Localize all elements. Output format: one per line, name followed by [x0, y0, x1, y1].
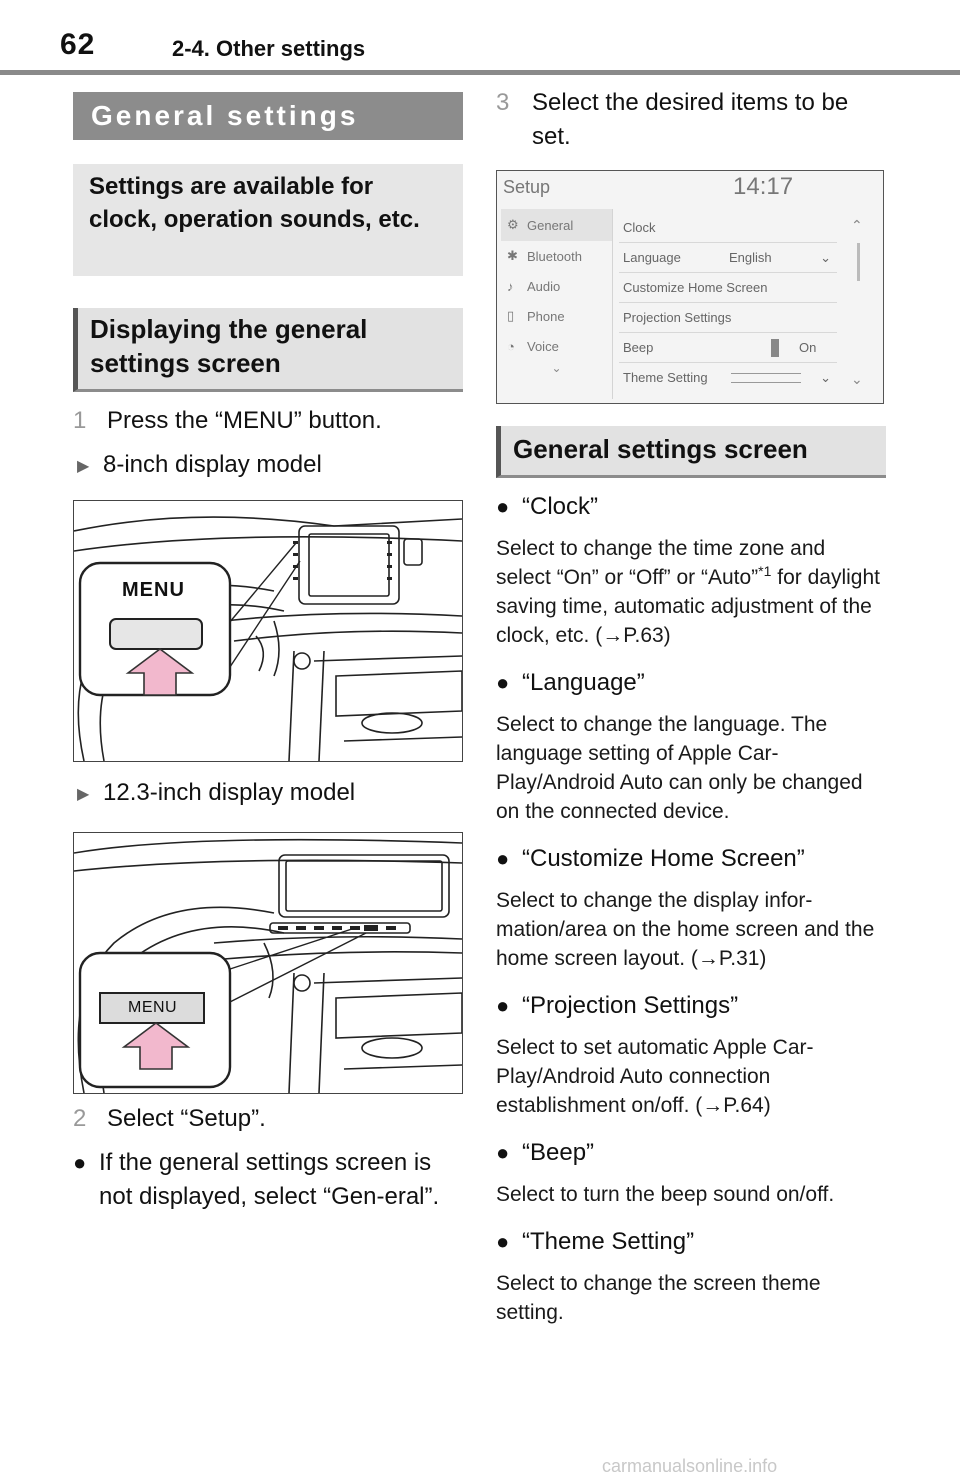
- setup-title: Setup: [503, 177, 551, 197]
- item-clock-title: ● “Clock”: [496, 490, 880, 524]
- item-clock-desc: Select to change the time zone and select “On” or “Off” or “Auto”$^{*1}$ for daylight saving time, automatic adjustment of the clock, etc. (→P.63): [496, 537, 880, 647]
- bullet-icon: ●: [496, 993, 510, 1018]
- theme-preview: [731, 373, 801, 383]
- header-divider: [0, 70, 960, 75]
- sidebar-item-voice[interactable]: ◔ Voice: [507, 338, 559, 354]
- subsection-title: General settings screen: [496, 426, 886, 478]
- model-label: 12.3-inch display model: [103, 779, 356, 806]
- menu-button-label: MENU: [128, 999, 178, 1016]
- step-number: 1: [73, 407, 87, 434]
- chevron-down-icon: ⌄: [820, 250, 831, 265]
- item-projection-title: ● “Projection Settings”: [496, 989, 880, 1023]
- scrollbar[interactable]: [857, 243, 860, 281]
- menu-button-label: MENU: [122, 579, 185, 601]
- watermark: carmanualsonline.info: [602, 1456, 778, 1476]
- phone-icon: ▯: [507, 308, 515, 323]
- triangle-icon: ▶: [77, 786, 90, 803]
- item-theme-title: ● “Theme Setting”: [496, 1225, 880, 1259]
- dashboard-drawing: [74, 501, 462, 761]
- sidebar-item-general[interactable]: ⚙ General: [501, 209, 612, 241]
- sidebar-item-phone[interactable]: ▯ Phone: [507, 308, 565, 324]
- clock-display: 14:17: [733, 173, 794, 200]
- item-customize-title: ● “Customize Home Screen”: [496, 842, 880, 876]
- model-heading-12: [77, 776, 463, 812]
- bluetooth-icon: ✱: [507, 248, 518, 263]
- step-number: 3: [496, 89, 510, 116]
- step-text: Select “Setup”.: [107, 1105, 266, 1132]
- model-label: 8-inch display model: [103, 451, 322, 478]
- setup-row-customize-home[interactable]: Customize Home Screen: [619, 273, 837, 303]
- item-theme-desc: Select to change the screen theme setting.: [496, 1272, 821, 1324]
- band-title: General settings: [73, 92, 463, 140]
- item-language-desc: Select to change the language. The language setting of Apple Car-Play/Android Auto can only be changed on the connected device.: [496, 713, 863, 823]
- item-beep-desc: Select to turn the beep sound on/off.: [496, 1183, 835, 1206]
- step-2: [73, 1102, 463, 1136]
- scroll-down-icon[interactable]: ⌄: [851, 371, 863, 387]
- setup-row-theme[interactable]: Theme Setting ⌄: [619, 363, 837, 393]
- setup-sidebar: [501, 209, 613, 399]
- toggle-value: On: [799, 340, 817, 355]
- right-column: [496, 86, 886, 1327]
- item-projection-desc: Select to set automatic Apple Car-Play/Android Auto connection establishment on/off. (→P.64): [496, 1036, 814, 1117]
- bullet-text: If the general settings screen is not displayed, select “Gen-eral”.: [99, 1149, 440, 1210]
- subsection-title: Displaying the general settings screen: [73, 308, 463, 392]
- voice-icon: ◔: [507, 338, 515, 354]
- page-number: 62: [60, 28, 96, 61]
- chevron-down-icon: ⌄: [820, 370, 831, 385]
- step-3: [496, 86, 876, 154]
- sidebar-item-bluetooth[interactable]: ✱ Bluetooth: [507, 248, 582, 264]
- setup-row-clock[interactable]: Clock: [619, 213, 837, 243]
- step-text: Select the desired items to be set.: [532, 89, 849, 150]
- item-language-title: ● “Language”: [496, 666, 880, 700]
- item-customize-desc: Select to change the display infor-mation/area on the home screen and the home screen layout. (→P.31): [496, 889, 875, 970]
- gear-icon: ⚙: [507, 217, 519, 232]
- setup-screen: [496, 170, 884, 404]
- bullet-icon: ●: [496, 670, 510, 695]
- item-beep-title: ● “Beep”: [496, 1136, 880, 1170]
- section-title: 2-4. Other settings: [172, 36, 366, 61]
- toggle-indicator: [771, 339, 779, 357]
- step-text: Press the “MENU” button.: [107, 407, 382, 434]
- chevron-down-icon[interactable]: ⌄: [551, 361, 562, 375]
- bullet-general: [73, 1146, 453, 1214]
- bullet-icon: ●: [496, 846, 510, 871]
- setup-row-language[interactable]: Language English ⌄: [619, 243, 837, 273]
- settings-descriptions: [496, 490, 880, 1327]
- bullet-icon: ●: [496, 494, 510, 519]
- music-icon: ♪: [507, 278, 514, 294]
- step-number: 2: [73, 1105, 87, 1132]
- dashboard-drawing: [74, 833, 462, 1093]
- setup-list: [619, 213, 837, 393]
- scroll-up-icon[interactable]: ⌃: [851, 217, 863, 233]
- triangle-icon: ▶: [77, 458, 90, 475]
- bullet-icon: ●: [496, 1140, 510, 1165]
- bullet-icon: ●: [496, 1229, 510, 1254]
- page-header: [0, 0, 960, 76]
- bullet-icon: ●: [73, 1150, 87, 1175]
- setup-row-beep[interactable]: Beep On: [619, 333, 837, 363]
- model-heading-8: [77, 448, 463, 484]
- dashboard-figure-12inch: [73, 832, 463, 1094]
- dashboard-figure-8inch: [73, 500, 463, 762]
- intro-box: Settings are available for clock, operation sounds, etc.: [73, 164, 463, 276]
- setup-row-projection[interactable]: Projection Settings: [619, 303, 837, 333]
- sidebar-item-audio[interactable]: ♪ Audio: [507, 278, 561, 294]
- step-1: [73, 404, 463, 438]
- left-column: [73, 92, 463, 1214]
